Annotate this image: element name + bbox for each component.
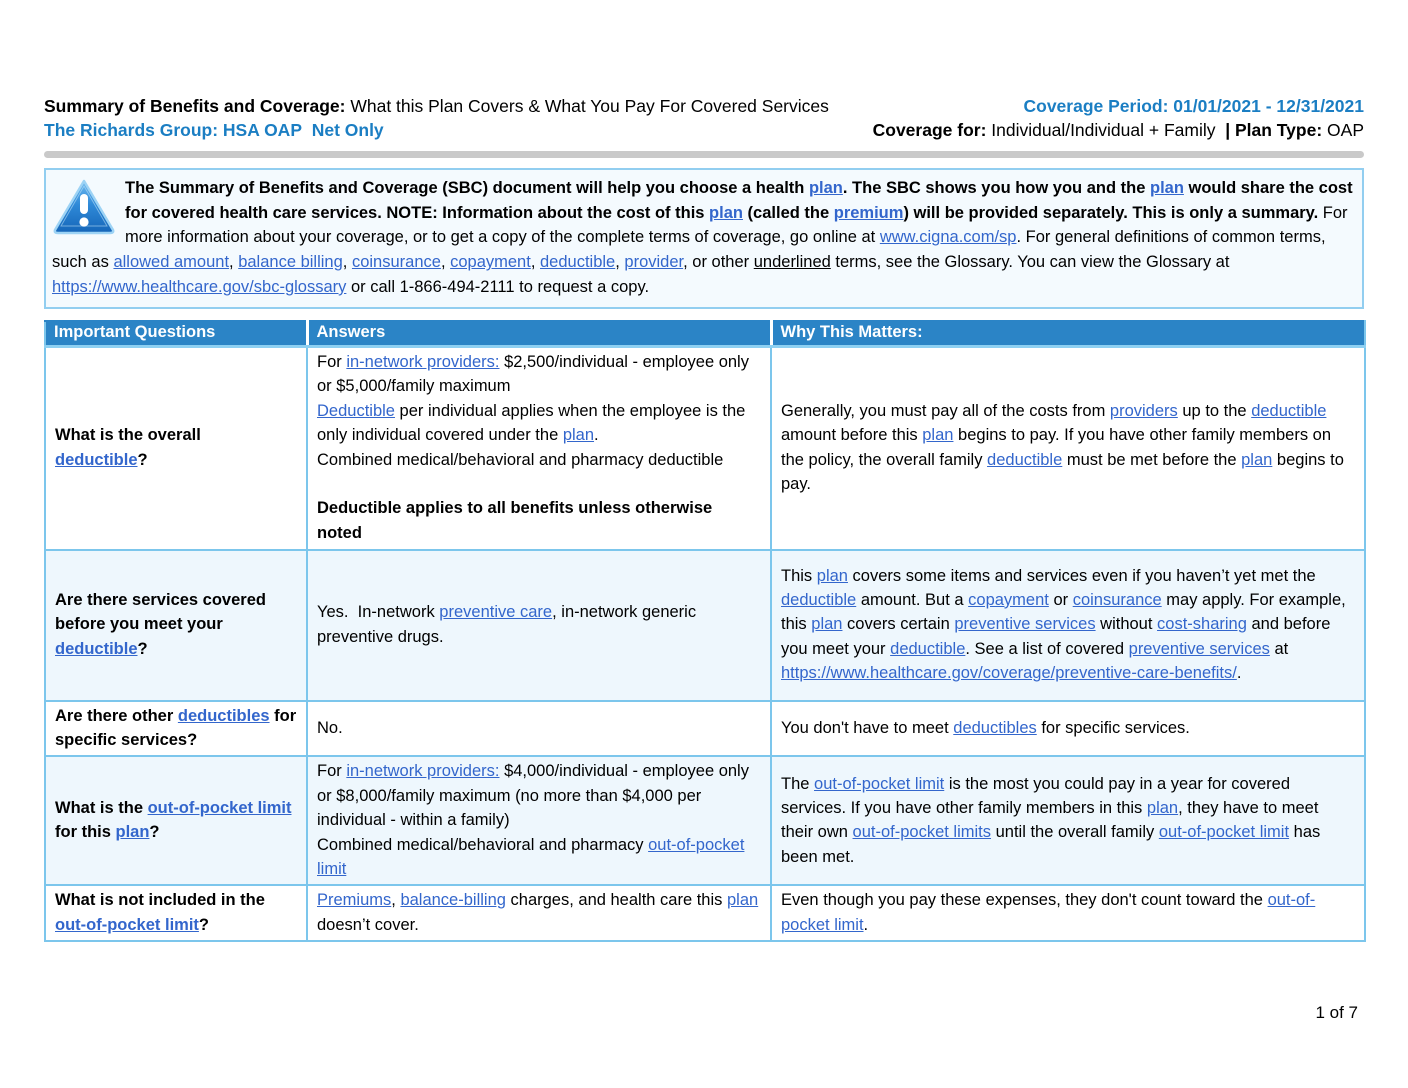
text-segment: without <box>1095 615 1158 634</box>
text-segment: begins to pay. If you have other family members on the policy, the overall family <box>781 426 1332 469</box>
inline-link[interactable]: deductible <box>987 450 1063 469</box>
text-segment: Combined medical/behavioral and pharmacy <box>317 835 649 854</box>
inline-link[interactable]: deductibles <box>177 706 270 725</box>
inline-link[interactable]: copayment <box>450 253 531 272</box>
col-header-why-this-matters: Why This Matters: <box>771 321 1365 347</box>
text-segment: doesn’t cover. <box>317 915 419 934</box>
inline-link[interactable]: plan <box>1149 179 1184 197</box>
text-segment: $4,000/individual - employee only or $8,000/family maximum (no more than $4,000 per individual - within a family) <box>317 762 749 830</box>
inline-link[interactable]: in-network providers: <box>346 352 500 371</box>
text-segment: . <box>863 915 869 934</box>
text-segment: . For general definitions of common terms, such as <box>52 228 1326 272</box>
inline-link[interactable]: deductible <box>540 253 616 272</box>
inline-link[interactable]: allowed amount <box>113 253 230 272</box>
header-left <box>44 94 829 142</box>
text-segment: , <box>229 253 239 272</box>
text-segment: The <box>781 774 815 793</box>
text-segment: , they have to meet their own <box>781 798 1319 842</box>
text-segment: No. <box>317 718 343 737</box>
text-segment: Individual/Individual + Family <box>991 120 1216 140</box>
coverage-for-line <box>873 118 1364 142</box>
text-segment: , <box>440 253 451 272</box>
inline-link[interactable]: providers <box>1109 401 1178 420</box>
text-segment: . <box>594 426 599 445</box>
text-segment: for this <box>55 823 116 842</box>
inline-link[interactable]: in-network providers: <box>346 762 500 781</box>
inline-link[interactable]: cost-sharing <box>1157 615 1247 634</box>
table-header-row <box>45 321 1365 347</box>
text-segment: What is not included in the <box>55 891 265 910</box>
question-cell <box>45 346 307 550</box>
document-title <box>44 94 829 118</box>
inline-link[interactable]: deductible <box>55 639 138 658</box>
why-cell <box>771 701 1365 757</box>
text-segment: for specific services. <box>1036 718 1190 737</box>
inline-link[interactable]: plan <box>1146 798 1179 817</box>
inline-link[interactable]: plan <box>808 179 843 197</box>
inline-link[interactable]: deductible <box>55 450 138 469</box>
text-segment: must be met before the <box>1062 450 1242 469</box>
question-cell <box>45 550 307 701</box>
text-segment: charges, and health care this <box>505 891 727 910</box>
inline-link[interactable]: deductible <box>781 590 857 609</box>
why-cell <box>771 885 1365 941</box>
text-segment: Coverage for: <box>872 120 992 140</box>
text-segment: up to the <box>1177 401 1252 420</box>
text-segment: Deductible applies to all benefits unless otherwise noted <box>317 499 713 542</box>
divider-rule <box>44 151 1364 158</box>
table-row-not-included-in-limit <box>45 885 1365 941</box>
inline-link[interactable]: out-of-pocket limit <box>1158 823 1290 842</box>
inline-link[interactable]: https://www.healthcare.gov/coverage/preventive-care-benefits/ <box>781 664 1237 683</box>
question-cell <box>45 756 307 885</box>
text-segment: The Summary of Benefits and Coverage (SBC) document will help you choose a health <box>125 179 809 197</box>
text-segment: For more information about your coverage, or to get a copy of the complete terms of coverage, go online at <box>125 203 1348 247</box>
text-segment: What is the <box>55 798 148 817</box>
inline-link[interactable]: out-of-pocket limit <box>317 835 745 878</box>
text-segment: , in-network generic preventive drugs. <box>317 603 697 646</box>
text-segment: amount. But a <box>856 590 969 609</box>
why-cell <box>771 550 1365 701</box>
text-segment: For <box>317 762 347 781</box>
page-number: 1 of 7 <box>1315 1003 1358 1022</box>
text-segment: begins to pay. <box>781 450 1344 493</box>
text-segment: Generally, you must pay all of the costs from <box>781 401 1110 420</box>
text-segment: $2,500/individual - employee only or $5,000/family maximum <box>317 352 749 396</box>
col-header-important-questions: Important Questions <box>45 321 307 347</box>
text-segment: ) will be provided separately. This is only a summary. <box>903 203 1323 222</box>
inline-link[interactable]: plan <box>115 823 150 842</box>
document-title-rest: What this Plan Covers & What You Pay For Covered Services <box>345 96 829 116</box>
table-row-out-of-pocket-limit <box>45 756 1365 885</box>
sbc-notice-box <box>44 168 1364 309</box>
inline-link[interactable]: out-of-pocket limits <box>852 823 992 842</box>
text-segment: at <box>1269 639 1289 658</box>
text-segment: For <box>317 352 347 371</box>
text-segment: underlined <box>753 253 831 272</box>
text-segment: would share the cost for covered health care services. NOTE: Information about the cost of this <box>125 179 1353 222</box>
inline-link[interactable]: deductible <box>890 639 966 658</box>
inline-link[interactable]: provider <box>624 253 684 272</box>
inline-link[interactable]: deductibles <box>953 718 1037 737</box>
text-segment: Are there services covered before you meet your <box>55 590 266 634</box>
answer-cell <box>307 346 771 550</box>
why-cell <box>771 346 1365 550</box>
text-segment: (called the <box>742 203 834 222</box>
text-segment: until the overall family <box>991 823 1159 842</box>
text-segment: Plan Type: <box>1234 120 1328 140</box>
text-segment: covers certain <box>842 615 955 634</box>
table-row-overall-deductible <box>45 346 1365 550</box>
text-segment: Are there other <box>55 706 178 725</box>
question-cell <box>45 885 307 941</box>
text-segment: | <box>1215 120 1235 140</box>
text-segment: , <box>391 891 401 910</box>
question-cell <box>45 701 307 757</box>
text-segment: and before you meet your <box>781 615 1331 658</box>
col-header-answers: Answers <box>307 321 771 347</box>
text-segment: , <box>530 253 540 272</box>
document-title-label: Summary of Benefits and Coverage: <box>44 96 346 116</box>
inline-link[interactable]: coinsurance <box>351 253 441 272</box>
text-segment: What is the overall <box>55 426 201 445</box>
text-segment: covers some items and services even if you haven’t yet met the <box>847 566 1316 585</box>
benefits-table <box>44 320 1366 943</box>
inline-link[interactable]: preventive care <box>439 603 553 622</box>
text-segment: per individual applies when the employee is the only individual covered under the <box>317 401 746 445</box>
text-segment: for specific services? <box>55 706 297 749</box>
inline-link[interactable]: Deductible <box>317 401 395 420</box>
text-segment: , <box>342 253 352 272</box>
inline-link[interactable]: plan <box>811 615 843 634</box>
inline-link[interactable]: plan <box>922 426 954 445</box>
inline-link[interactable]: plan <box>727 891 759 910</box>
text-segment: Combined medical/behavioral and pharmacy deductible <box>317 450 724 469</box>
text-segment: ? <box>198 915 209 934</box>
text-segment: OAP <box>1327 120 1364 140</box>
answer-cell <box>307 701 771 757</box>
inline-link[interactable]: out-of-pocket limit <box>147 798 292 817</box>
notice-text <box>52 176 1353 300</box>
why-cell <box>771 756 1365 885</box>
text-segment: , <box>615 253 625 272</box>
answer-cell <box>307 756 771 885</box>
text-segment: Even though you pay these expenses, they don't count toward the <box>781 891 1268 910</box>
text-segment: has been met. <box>781 823 1321 866</box>
text-segment: ? <box>137 450 148 469</box>
text-segment: terms, see the Glossary. You can view the Glossary at <box>830 253 1230 272</box>
text-segment: , or other <box>683 253 754 272</box>
text-segment: ? <box>137 639 148 658</box>
text-segment: is the most you could pay in a year for covered services. If you have other family members in this <box>781 774 1291 817</box>
text-segment: may apply. For example, this <box>781 590 1346 634</box>
inline-link[interactable]: balance billing <box>238 253 343 272</box>
answer-cell <box>307 885 771 941</box>
inline-link[interactable]: preventive services <box>954 615 1096 634</box>
inline-link[interactable]: www.cigna.com/sp <box>879 228 1017 247</box>
inline-link[interactable]: balance-billing <box>400 891 506 910</box>
text-segment: amount before this <box>781 426 923 445</box>
inline-link[interactable]: plan <box>709 203 743 222</box>
inline-link[interactable]: Premiums <box>317 891 392 910</box>
answer-cell <box>307 550 771 701</box>
text-segment: This <box>781 566 817 585</box>
inline-link[interactable]: plan <box>562 426 595 445</box>
inline-link[interactable]: plan <box>816 566 848 585</box>
inline-link[interactable]: plan <box>1241 450 1273 469</box>
table-row-services-before-deductible <box>45 550 1365 701</box>
inline-link[interactable]: deductible <box>1251 401 1327 420</box>
table-row-other-deductibles <box>45 701 1365 757</box>
sbc-page <box>44 0 1364 1088</box>
text-segment: or call 1-866-494-2111 to request a copy. <box>346 277 650 296</box>
plan-name: The Richards Group: HSA OAP Net Only <box>44 120 384 140</box>
inline-link[interactable]: out-of-pocket limit <box>814 774 945 793</box>
header-right <box>873 94 1364 142</box>
inline-link[interactable]: out-of-pocket limit <box>55 915 199 934</box>
text-segment: . <box>1236 664 1242 683</box>
text-segment: . The SBC shows you how you and the <box>842 179 1150 197</box>
text-segment: or <box>1048 590 1073 609</box>
alert-triangle-icon <box>52 178 116 236</box>
coverage-period: Coverage Period: 01/01/2021 - 12/31/2021 <box>1023 96 1364 116</box>
text-segment: You don't have to meet <box>781 718 954 737</box>
document-header <box>44 94 1364 142</box>
text-segment: ? <box>149 823 160 842</box>
inline-link[interactable]: https://www.healthcare.gov/sbc-glossary <box>52 277 347 296</box>
inline-link[interactable]: premium <box>833 203 904 222</box>
inline-link[interactable]: out-of-pocket limit <box>781 891 1316 934</box>
inline-link[interactable]: copayment <box>968 590 1049 609</box>
text-segment: . See a list of covered <box>965 639 1129 658</box>
inline-link[interactable]: preventive services <box>1128 639 1270 658</box>
text-segment: Yes. In-network <box>317 603 440 622</box>
inline-link[interactable]: coinsurance <box>1072 590 1162 609</box>
